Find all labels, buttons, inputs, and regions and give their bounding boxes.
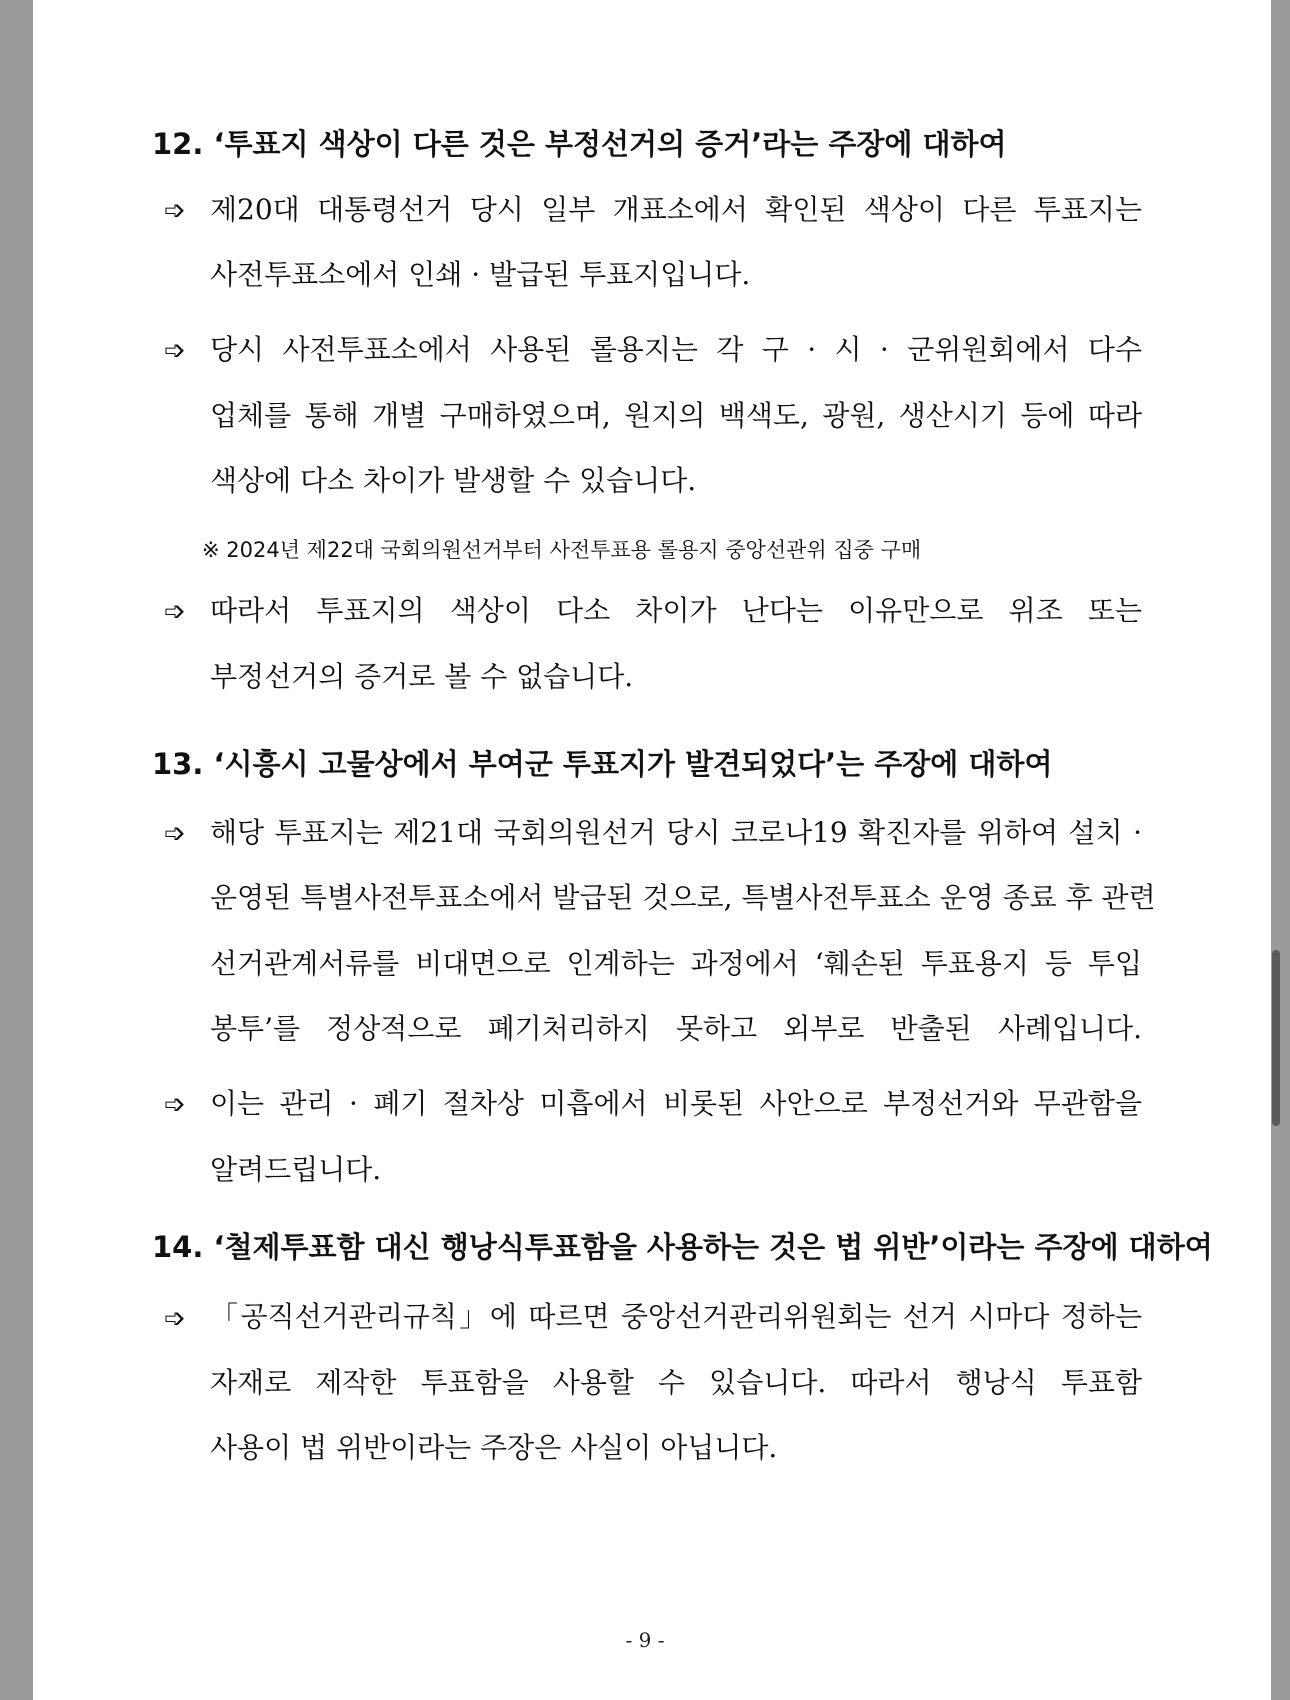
- arrow-right-icon: ➩: [164, 196, 186, 226]
- body-line: 자재로 제작한 투표함을 사용할 수 있습니다. 따라서 행낭식 투표함: [210, 1366, 1142, 1399]
- body-line: 색상에 다소 차이가 발생할 수 있습니다.: [210, 464, 697, 497]
- body-line: 봉투’를 정상적으로 폐기처리하지 못하고 외부로 반출된 사례입니다.: [210, 1012, 1142, 1045]
- body-line: 해당 투표지는 제21대 국회의원선거 당시 코로나19 확진자를 위하여 설치 ·: [210, 816, 1142, 849]
- section-13-heading: 13. ‘시흥시 고물상에서 부여군 투표지가 발견되었다’는 주장에 대하여: [152, 747, 1053, 781]
- section-12-heading: 12. ‘투표지 색상이 다른 것은 부정선거의 증거’라는 주장에 대하여: [152, 127, 1007, 161]
- section-14-heading: 14. ‘철제투표함 대신 행낭식투표함을 사용하는 것은 법 위반’이라는 주장에 대하여: [152, 1230, 1213, 1264]
- body-line: 알려드립니다.: [210, 1153, 382, 1186]
- body-line: 운영된 특별사전투표소에서 발급된 것으로, 특별사전투표소 운영 종료 후 관련: [210, 881, 1156, 914]
- arrow-right-icon: ➩: [164, 597, 186, 627]
- note-text: ※ 2024년 제22대 국회의원선거부터 사전투표용 롤용지 중앙선관위 집중 구매: [202, 538, 922, 562]
- body-line: 선거관계서류를 비대면으로 인계하는 과정에서 ‘훼손된 투표용지 등 투입: [210, 947, 1142, 980]
- body-line: 「공직선거관리규칙」에 따르면 중앙선거관리위원회는 선거 시마다 정하는: [210, 1300, 1142, 1333]
- body-line: 부정선거의 증거로 볼 수 없습니다.: [210, 660, 634, 693]
- body-line: 사용이 법 위반이라는 주장은 사실이 아닙니다.: [210, 1431, 778, 1464]
- page-number: - 9 -: [625, 1628, 665, 1652]
- body-line: 업체를 통해 개별 구매하였으며, 원지의 백색도, 광원, 생산시기 등에 따라: [210, 399, 1142, 432]
- scrollbar-thumb[interactable]: [1272, 950, 1280, 1126]
- arrow-right-icon: ➩: [164, 1090, 186, 1120]
- body-line: 사전투표소에서 인쇄 · 발급된 투표지입니다.: [210, 258, 751, 291]
- body-line: 당시 사전투표소에서 사용된 롤용지는 각 구 · 시 · 군위원회에서 다수: [210, 333, 1142, 366]
- arrow-right-icon: ➩: [164, 336, 186, 366]
- arrow-right-icon: ➩: [164, 819, 186, 849]
- body-line: 제20대 대통령선거 당시 일부 개표소에서 확인된 색상이 다른 투표지는: [210, 193, 1142, 226]
- body-line: 이는 관리 · 폐기 절차상 미흡에서 비롯된 사안으로 부정선거와 무관함을: [210, 1087, 1142, 1120]
- arrow-right-icon: ➩: [164, 1304, 186, 1334]
- body-line: 따라서 투표지의 색상이 다소 차이가 난다는 이유만으로 위조 또는: [210, 594, 1142, 627]
